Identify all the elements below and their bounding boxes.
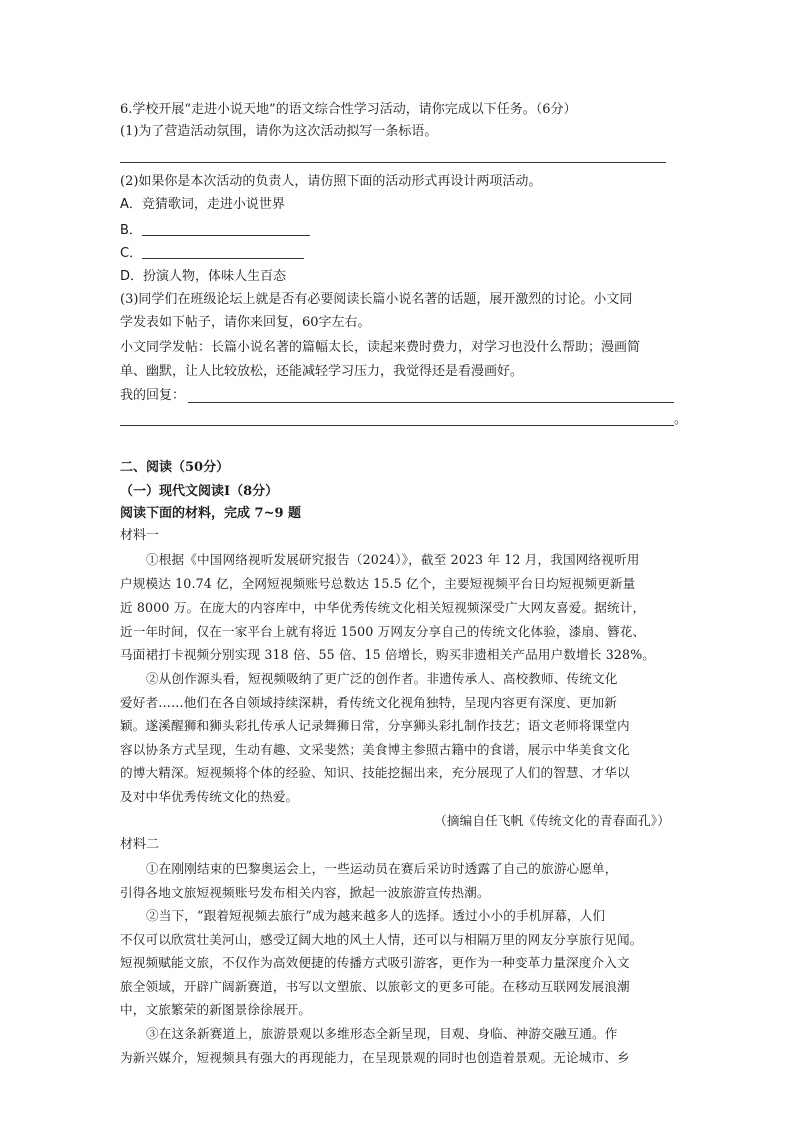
material1-line: 近 8000 万。在庞大的内容库中，中华优秀传统文化相关短视频深受广大网友喜爱。据统计， [120, 600, 646, 615]
material1-line: ②从创作源头看，短视频吸纳了更广泛的创作者。非遗传承人、高校教师、传统文化 [146, 671, 618, 686]
option-a: A．竞猜歌词，走进小说世界 [120, 197, 285, 212]
option-d: D．扮演人物，体味人生百态 [120, 269, 287, 284]
material1-line: ①根据《中国网络视听发展研究报告（2024）》，截至 2023 年 12 月，我国网络视听用 [146, 552, 640, 567]
material1-line: 马面裙打卡视频分别实现 318 倍、55 倍、15 倍增长，购买非遗相关产品用户数增长 328%。 [120, 647, 656, 662]
post-line2: 单、幽默，让人比较放松，还能减轻学习压力，我觉得还是看漫画好。 [120, 364, 524, 379]
material2-line: ③在这条新赛道上，旅游景观以多维形态全新呈现，目观、身临、神游交融互通。作 [146, 1026, 618, 1041]
material1-line: 爱好者……他们在各自领域持续深耕，肴传统文化视角独特，呈现内容更有深度、更加新 [120, 695, 618, 710]
material1-source: （摘编自任飞帆《传统文化的青春面孔》） [434, 813, 670, 828]
reply-end-mark: 。 [674, 412, 688, 427]
option-c-blank[interactable] [142, 244, 304, 259]
reply-label: 我的回复： [120, 388, 186, 403]
material1-line: 容以协条方式呈现，生动有趣、文采斐然；美食博主参照古籍中的食谱，展示中华美食文化 [120, 742, 630, 757]
material2-line: 旅全领域，开辟广阔新赛道，书写以文塑旅、以旅彰文的更多可能。在移动互联网发展浪潮 [120, 979, 630, 994]
option-b [120, 221, 310, 241]
material2-line: 短视频赋能文旅，不仅作为高效便捷的传播方式吸引游客，更作为一种变革力量深度介入文 [120, 955, 630, 970]
option-c-label: C． [120, 246, 143, 261]
q6-part3-line1: (3)同学们在班级论坛上就是否有必要阅读长篇小说名著的话题，展开激烈的讨论。小文同 [120, 292, 633, 307]
option-b-label: B． [120, 223, 142, 238]
option-b-blank[interactable] [142, 221, 310, 236]
reply-line-2[interactable] [120, 425, 674, 426]
material1-line: 户规模达 10.74 亿，全网短视频账号总数达 15.5 亿个，主要短视频平台日均短视频更新量 [120, 576, 636, 591]
reply-line-1[interactable] [188, 402, 674, 403]
q6-title: 6.学校开展“走进小说天地”的语文综合性学习活动，请你完成以下任务。（6分） [120, 102, 577, 117]
material1-line: 近一年时间，仅在一家平台上就有将近 1500 万网友分享自己的传统文化体验，漆扇、簪花、 [120, 624, 646, 639]
material1-label: 材料一 [120, 528, 160, 543]
material2-line: ①在刚刚结束的巴黎奥运会上，一些运动员在赛后采访时透露了自己的旅游心愿单， [146, 861, 618, 876]
material1-line: 颖。遂溪醒狮和狮头彩扎传承人记录舞狮日常，分享狮头彩扎制作技艺；语文老师将课堂内 [120, 718, 630, 733]
post-line1: 小文同学发帖：长篇小说名著的篇幅太长，读起来费时费力，对学习也没什么帮助；漫画简 [120, 340, 641, 355]
material2-line: ②当下，“跟着短视频去旅行”成为越来越多人的选择。透过小小的手机屏幕，人们 [146, 908, 606, 923]
q6-part2: (2)如果你是本次活动的负责人，请仿照下面的活动形式再设计两项活动。 [120, 174, 542, 189]
answer-line-slogan[interactable] [120, 162, 666, 163]
section2-title: 二、阅读（50分） [120, 460, 230, 475]
section2-instruction: 阅读下面的材料，完成 7~9 题 [120, 506, 302, 521]
material2-line: 不仅可以欣赏壮美河山，感受辽阔大地的风土人情，还可以与相隔万里的网友分享旅行见闻。 [120, 932, 643, 947]
material2-line: 中，文旅繁荣的新图景徐徐展开。 [120, 1002, 312, 1017]
section2-sub1: （一）现代文阅读Ⅰ（8分） [120, 484, 279, 499]
material2-line: 引得各地文旅短视频账号发布相关内容，掀起一波旅游宣传热潮。 [120, 885, 490, 900]
material2-line: 为新兴媒介，短视频具有强大的再现能力，在呈现景观的同时也创造着景观。无论城市、乡 [120, 1050, 630, 1065]
material1-line: 及对中华优秀传统文化的热爱。 [120, 789, 299, 804]
material1-line: 的博大精深。短视频将个体的经验、知识、技能挖掘出来，充分展现了人们的智慧、才华以 [120, 765, 630, 780]
material2-label: 材料二 [120, 837, 160, 852]
q6-part1: (1)为了营造活动氛围，请你为这次活动拟写一条标语。 [120, 124, 438, 139]
option-c [120, 244, 304, 264]
q6-part3-line2: 学发表如下帖子，请你来回复，60字左右。 [120, 315, 371, 330]
